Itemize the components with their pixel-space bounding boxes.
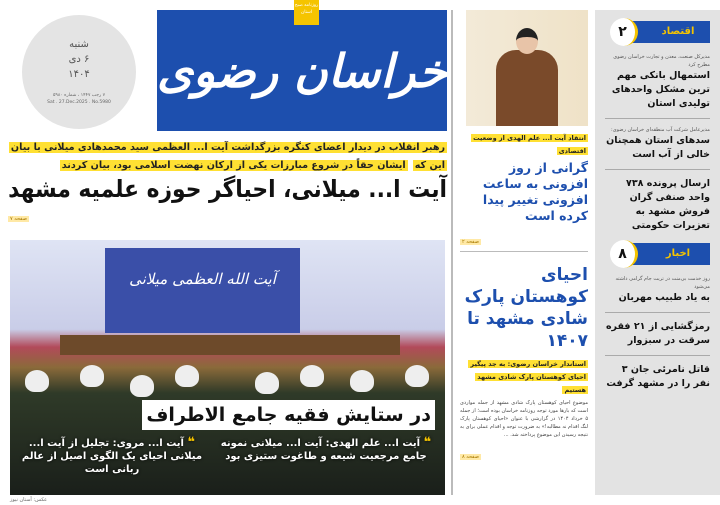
divider: [605, 312, 710, 313]
divider: [605, 355, 710, 356]
item-title: ارسال پرونده ۷۳۸ واحد صنفی گران فروش مشهد به تعزیرات حکومتی: [626, 178, 710, 231]
hijri-issue: ۷ رجب ۱۴۴۷ ، شماره ۵۹۸۰: [52, 93, 106, 98]
page-ref[interactable]: صفحه ۸: [462, 454, 479, 460]
item-title: قاتل نامرئی جان ۳ نفر را در مشهد گرفت: [606, 364, 710, 389]
section-header-economy[interactable]: [610, 21, 710, 43]
story2-headline[interactable]: احیای کوهستان پارک شادی مشهد تا ۱۴۰۷: [464, 265, 588, 351]
photo-title[interactable]: در ستایش فقیه جامع الاطراف: [142, 400, 435, 430]
divider: [605, 118, 710, 119]
sidebar-item[interactable]: [605, 177, 710, 233]
item-kicker: مدیرعامل شرکت آب منطقه‌ای خراسان رضوی:: [611, 127, 710, 133]
lead-headline[interactable]: آیت ا... میلانی، احیاگر حوزه علمیه مشهد: [8, 175, 447, 203]
section-label: اقتصاد: [632, 21, 710, 43]
date-badge: [22, 15, 136, 129]
cleric-photo: [466, 10, 588, 126]
story1-kicker: [460, 130, 588, 156]
item-title: رمزگشایی از ۲۱ فقره سرقت در سبزوار: [605, 321, 710, 346]
divider: [605, 169, 710, 170]
middle-column: [460, 10, 588, 498]
story2-body: موضوع احیای کوهستان پارک شادی مشهد از جمله مواردی است که بارها مورد توجه روزنامه خراسان بوده است؛ از جمله ۵ خرداد ۱۴۰۴ در گزارشی با عنوان «احیای کوهستان پارک لنگ اقدام نه مطالبه!» به ضرورت توجه و اقدام عملی برای به نتیجه رسیدن این موضوع پرداخته شد. ...: [460, 400, 588, 438]
page-ref[interactable]: صفحه ۲: [462, 239, 479, 245]
sidebar-item[interactable]: [605, 275, 710, 305]
item-title: سدهای استان همچنان خالی از آب است: [606, 135, 710, 160]
stage-table: [60, 335, 400, 355]
item-kicker: مدیرکل صنعت، معدن و تجارت خراسان رضوی مطرح کرد: [613, 54, 710, 68]
weekday: شنبه: [69, 39, 89, 50]
photo-caption: عکس: آستان نیوز: [10, 497, 48, 503]
lead-photo: [10, 240, 445, 495]
section-label: اخبار: [632, 243, 710, 265]
item-kicker: روز خدمت بی‌منت در تربت جام گرامی داشته می‌شود: [615, 276, 710, 290]
section-page-number: ۸: [610, 240, 638, 268]
lead-kicker: [8, 137, 447, 173]
quote-text: آیت ا... علم الهدی: آیت ا... میلانی نمونه جامع مرجعیت شیعه و طاغوت ستیزی بود: [220, 438, 427, 462]
sidebar-item[interactable]: [605, 363, 710, 391]
masthead: [157, 10, 447, 131]
sidebar-item[interactable]: [605, 53, 710, 111]
latin-date: Sat . 27.Dec.2025 . No.5980: [47, 100, 111, 105]
page-ref[interactable]: صفحه ۷: [10, 216, 27, 222]
sidebar-item[interactable]: [605, 126, 710, 162]
kicker-line: رهبر انقلاب در دیدار اعضای کنگره بزرگداشت آیت ا... العظمی سید محمدهادی میلانی با بیان این که: [10, 142, 445, 171]
masthead-tag: روزنامه صبح استان: [294, 0, 319, 25]
section-header-news[interactable]: [610, 243, 710, 265]
sidebar: [595, 10, 720, 495]
sidebar-item[interactable]: [605, 320, 710, 348]
masthead-logo: خراسان رضوی: [157, 43, 447, 98]
kicker-line: ایشان حقاً در شروع مبارزات یکی از ارکان نهضت اسلامی بود، بیان کردند: [61, 160, 406, 171]
column-divider: [451, 10, 453, 495]
divider: [460, 251, 588, 252]
stage-banner: آیت الله العظمی میلانی: [105, 248, 300, 333]
kicker-text: استاندار خراسان رضوی: به جد پیگیر احیای کوهستان پارک شادی مشهد هستیم: [470, 360, 586, 394]
story1-headline[interactable]: گرانی از روز افزونی به ساعت افزونی تغییر پیدا کرده است: [482, 160, 588, 223]
item-title: به یاد طبیب مهربان: [618, 292, 710, 303]
year: ۱۴۰۴: [68, 69, 90, 80]
day: ۶ دی: [68, 54, 90, 65]
item-title: استمهال بانکی مهم ترین مشکل واحدهای تولیدی استان: [611, 70, 710, 109]
quote-text: آیت ا... مروی: تجلیل از آیت ا... میلانی احیای یک الگوی اصیل از عالم ربانی است: [21, 438, 203, 475]
quote-icon: ❝: [187, 435, 196, 450]
quote-right: [215, 436, 437, 463]
lead-block: [8, 137, 447, 238]
kicker-text: انتقاد آیت ا... علم الهدی از وضعیت اقتصادی: [473, 134, 586, 155]
quote-left: [16, 436, 208, 476]
quote-icon: ❝: [423, 435, 432, 450]
story2-kicker: [460, 356, 588, 395]
section-page-number: ۲: [610, 18, 638, 46]
